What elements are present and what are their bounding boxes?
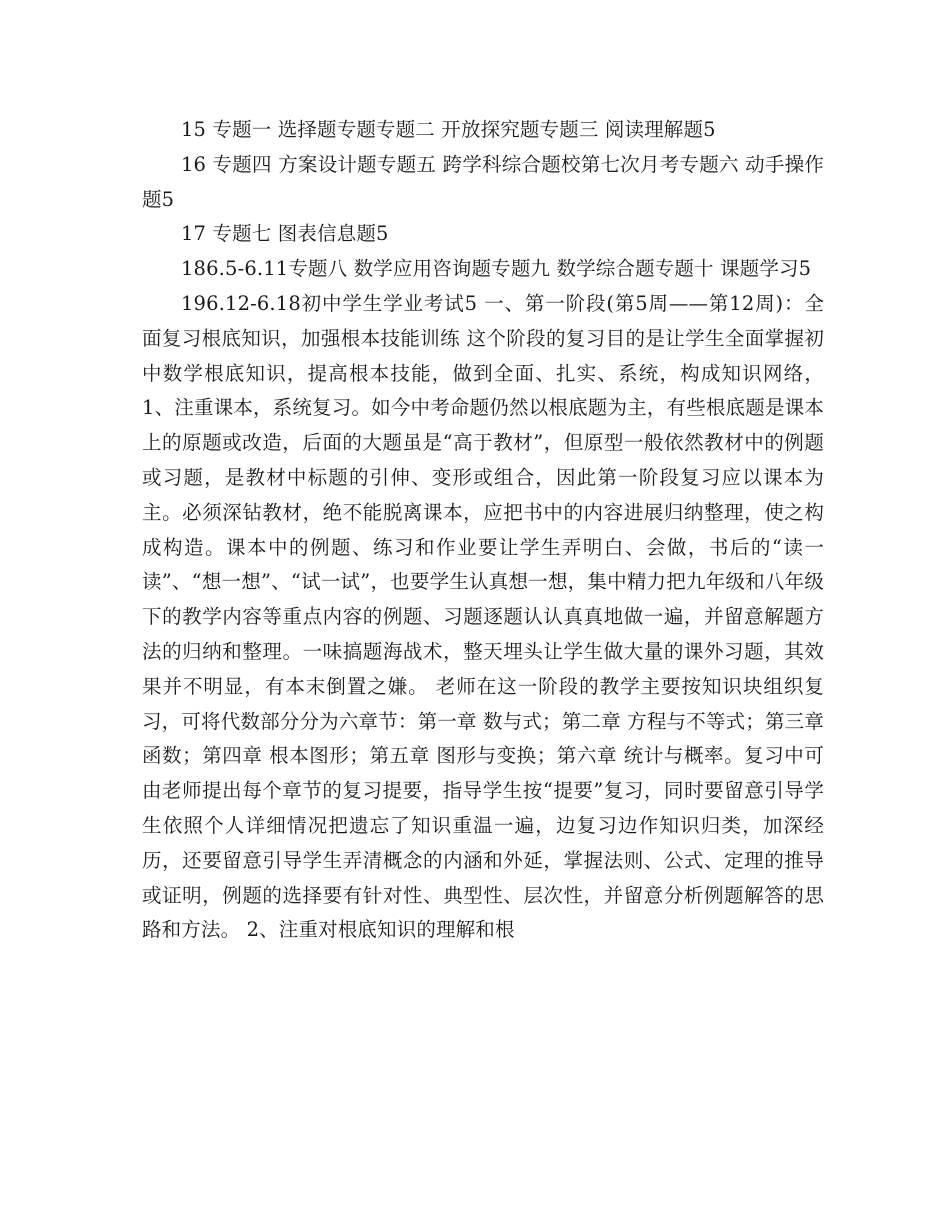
schedule-row-15: 15 专题一 选择题专题专题二 开放探究题专题三 阅读理解题5 [181, 118, 716, 141]
schedule-row-17: 17 专题七 图表信息题5 [181, 222, 389, 246]
schedule-row-18: 186.5-6.11专题八 数学应用咨询题专题九 数学综合题专题十 课题学习5 [181, 257, 812, 281]
schedule-row-16: 16 专题四 方案设计题专题五 跨学科综合题校第七次月考专题六 动手操作题5 [142, 152, 824, 211]
body-paragraph: 196.12-6.18初中学生学业考试5 一、第一阶段(第5周——第12周)：全面复习根底知识，加强根本技能训练 这个阶段的复习目的是让学生全面掌握初中数学根底知识，提高根本技能，做到全面、扎实、系统，构成知识网络， 1、注重课本，系统复习。如今中考命题仍然以根底题为主，有些根底题是课本上的原题或改造，后面的大题虽是“高于教材”，但原型一般依然教材中的例题或习题，是教材中标题的引伸、变形或组合，因此第一阶段复习应以课本为主。必须深钻教材，绝不能脱离课本，应把书中的内容进展归纳整理，使之构成构造。课本中的例题、练习和作业要让学生弄明白、会做，书后的“读一读”、“想一想”、“试一试”，也要学生认真想一想，集中精力把九年级和八年级下的教学内容等重点内容的例题、习题逐题认认真真地做一遍，并留意解题方法的归纳和整理。一味搞题海战术，整天埋头让学生做大量的课外习题，其效果并不明显，有本末倒置之嫌。 老师在这一阶段的教学主要按知识块组织复习，可将代数部分分为六章节：第一章 数与式；第二章 方程与不等式；第三章函数；第四章 根本图形；第五章 图形与变换；第六章 统计与概率。复习中可由老师提出每个章节的复习提要，指导学生按“提要”复习，同时要留意引导学生依照个人详细情况把遗忘了知识重温一遍，边复习边作知识归类，加深经历，还要留意引导学生弄清概念的内涵和外延，掌握法则、公式、定理的推导或证明，例题的选择要有针对性、典型性、层次性，并留意分析例题解答的思路和方法。 2、注重对根底知识的理解和根 [142, 291, 824, 942]
document-body [142, 113, 824, 948]
